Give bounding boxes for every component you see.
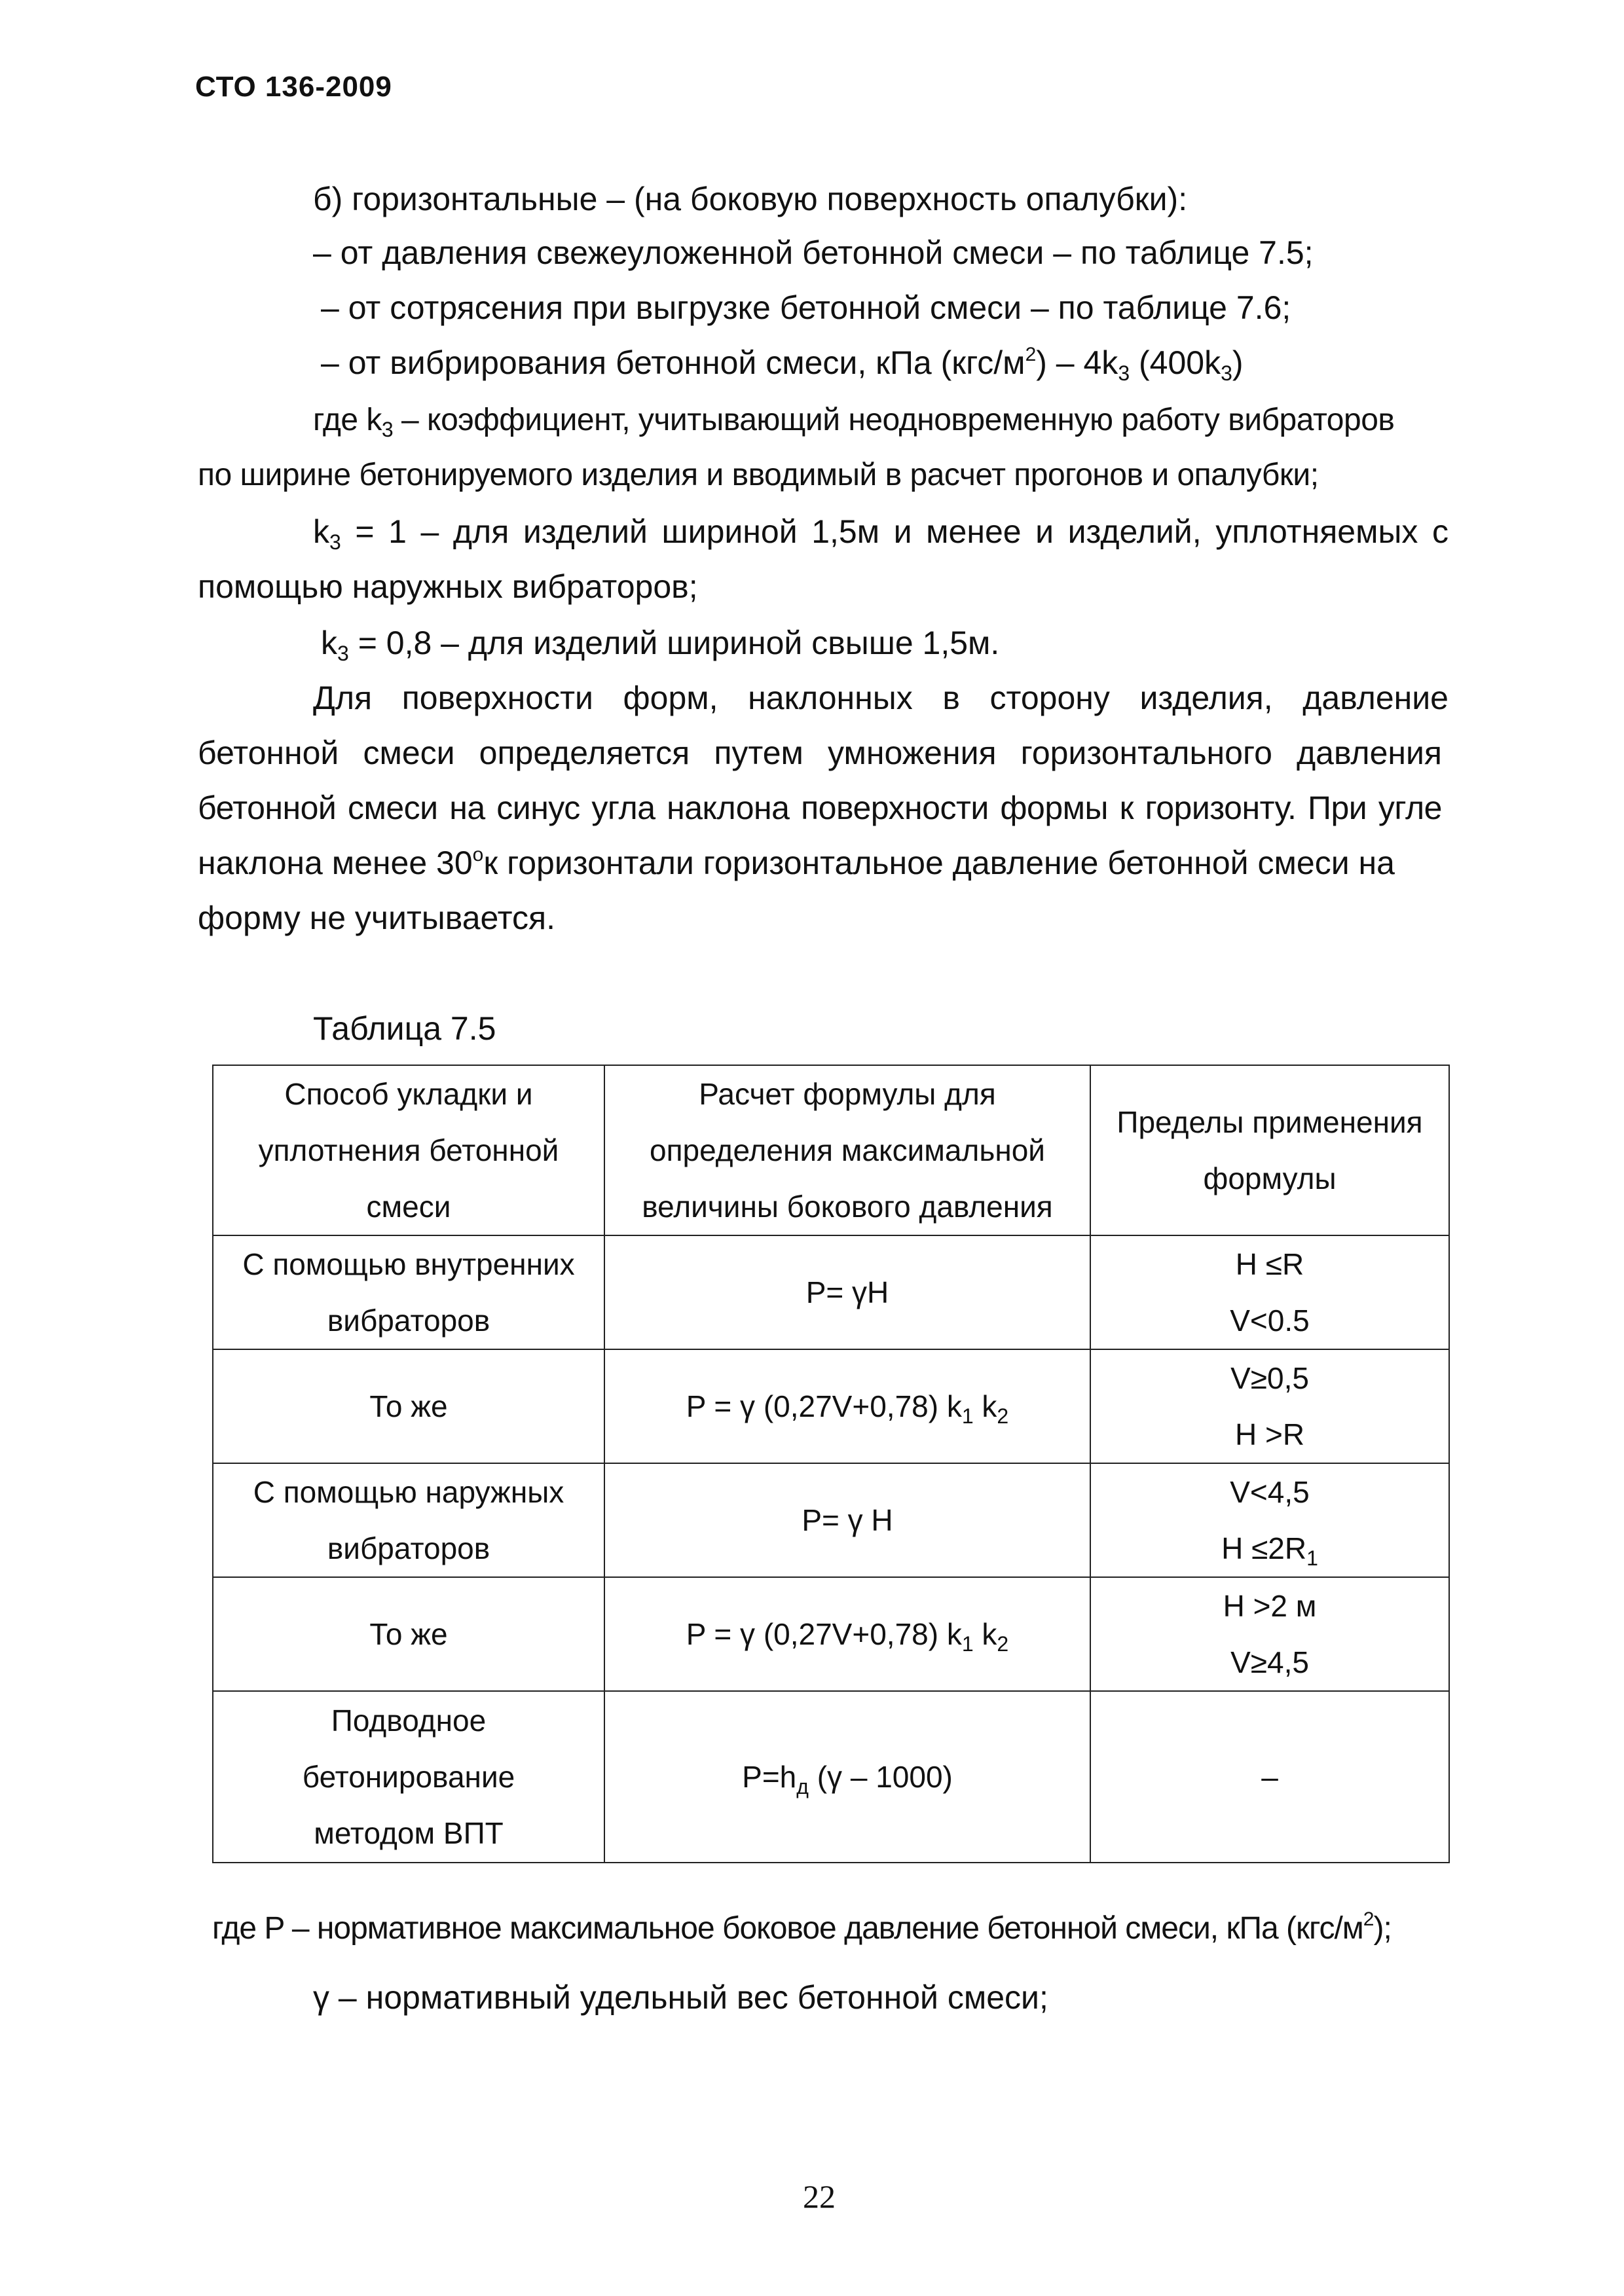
text-line-k3-equals-1-cont: помощью наружных вибраторов; — [198, 568, 698, 605]
cell-method: Подводное бетонирование методом ВПТ — [213, 1691, 604, 1863]
table-row — [213, 1577, 1449, 1691]
text-line-dash-vibration: – от вибрирования бетонной смеси, кПа $(кгс/м^2) - 4k_3$ $(400k_3)$ — [321, 344, 1244, 385]
table-header-row — [213, 1065, 1449, 1235]
table-row — [213, 1463, 1449, 1577]
cell-method: То же — [213, 1349, 604, 1463]
text-line-horizontal-loads: б) горизонтальные – (на боковую поверхность опалубки): — [313, 181, 1188, 217]
cell-formula: P= γ H — [604, 1463, 1090, 1577]
page-number: 22 — [803, 2178, 836, 2215]
pressure-formula-table — [212, 1065, 1450, 1863]
text-line-k3-equals-1: $k_3 = 1$ – для изделий шириной 1,5м и менее и изделий, уплотняемых с — [313, 513, 1449, 554]
cell-formula: P = γ (0,27V+0,78) $k_1$ $k_2$ — [604, 1349, 1090, 1463]
table-row — [213, 1691, 1449, 1863]
cell-formula: P = γ (0,27V+0,78) $k_1$ $k_2$ — [604, 1577, 1090, 1691]
text-line-where-k3: где $k_3$ – коэффициент, учитывающий неодновременную работу вибраторов — [313, 403, 1395, 441]
document-code: СТО 136-2009 — [195, 71, 392, 103]
text-line-dash-shaking: – от сотрясения при выгрузке бетонной смеси – по таблице 7.6; — [321, 289, 1291, 326]
table-caption: Таблица 7.5 — [313, 1010, 496, 1047]
footnote-gamma-definition: γ – нормативный удельный вес бетонной смеси; — [313, 1979, 1048, 2016]
cell-limits: – — [1090, 1691, 1449, 1863]
cell-formula: $P=h_д$ (γ – 1000) — [604, 1691, 1090, 1863]
paragraph-line-2: бетонной смеси определяется путем умножения горизонтального давления — [198, 735, 1442, 771]
header-method: Способ укладки и уплотнения бетонной смеси — [213, 1065, 604, 1235]
cell-limits: H >2 м V≥4,5 — [1090, 1577, 1449, 1691]
cell-method: То же — [213, 1577, 604, 1691]
footnote-p-definition: где P – нормативное максимальное боковое давление бетонной смеси, кПа $(кгс/м^2)$; — [212, 1908, 1392, 1946]
paragraph-line-1: Для поверхности форм, наклонных в сторону изделия, давление — [313, 680, 1449, 716]
cell-method: С помощью внутренних вибраторов — [213, 1235, 604, 1349]
text-line-dash-fresh-concrete: – от давления свежеуложенной бетонной смеси – по таблице 7.5; — [313, 234, 1314, 271]
cell-limits: V<4,5 $H \le 2R_1$ — [1090, 1463, 1449, 1577]
text-line-k3-equals-08: $k_3 = 0,8$ – для изделий шириной свыше 1,5м. — [321, 625, 1000, 665]
text-line-where-k3-cont: по ширине бетонируемого изделия и вводимый в расчет прогонов и опалубки; — [198, 458, 1319, 492]
cell-method: С помощью наружных вибраторов — [213, 1463, 604, 1577]
paragraph-line-4: наклона менее $30^ок$ горизонтали горизонтальное давление бетонной смеси на — [198, 844, 1395, 881]
paragraph-line-5: форму не учитывается. — [198, 900, 555, 936]
cell-limits: V≥0,5 H >R — [1090, 1349, 1449, 1463]
cell-limits: H ≤R V<0.5 — [1090, 1235, 1449, 1349]
header-limits: Пределы применения формулы — [1090, 1065, 1449, 1235]
paragraph-line-3: бетонной смеси на синус угла наклона поверхности формы к горизонту. При угле — [198, 790, 1442, 826]
header-formula: Расчет формулы для определения максимальной величины бокового давления — [604, 1065, 1090, 1235]
table-row — [213, 1235, 1449, 1349]
cell-formula: P= γH — [604, 1235, 1090, 1349]
table-row — [213, 1349, 1449, 1463]
